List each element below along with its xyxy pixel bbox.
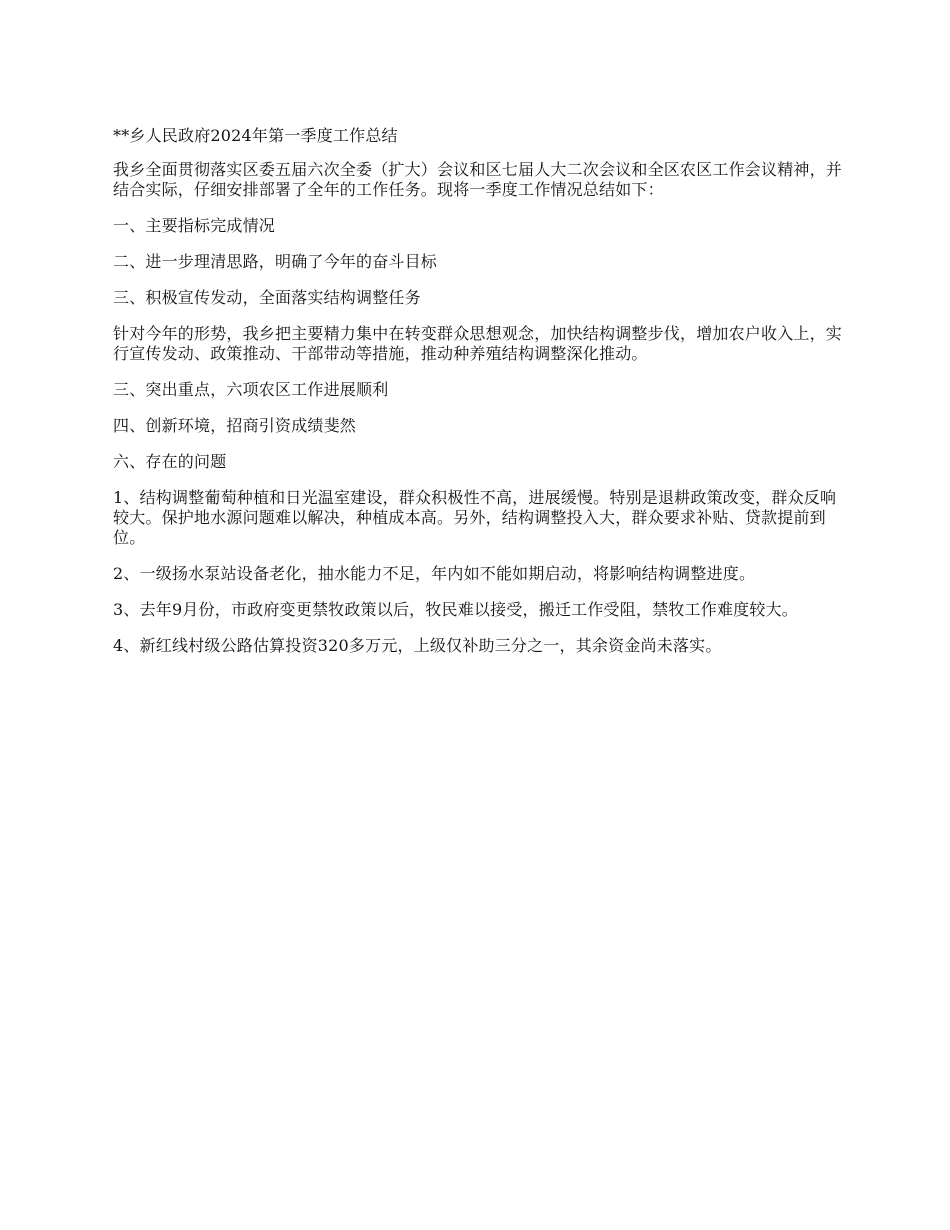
section-3-paragraph: 针对今年的形势，我乡把主要精力集中在转变群众思想观念，加快结构调整步伐，增加农户收入上，实行宣传发动、政策推动、干部带动等措施，推动种养殖结构调整深化推动。 bbox=[113, 324, 843, 363]
problem-item-1: 1、结构调整葡萄种植和日光温室建设，群众积极性不高，进展缓慢。特别是退耕政策改变，群众反响较大。保护地水源问题难以解决，种植成本高。另外，结构调整投入大，群众要求补贴、贷款提前到位。 bbox=[113, 488, 837, 547]
document-body bbox=[113, 126, 843, 672]
section-heading-5: 四、创新环境，招商引资成绩斐然 bbox=[113, 416, 357, 435]
section-heading-3: 三、积极宣传发动，全面落实结构调整任务 bbox=[113, 288, 421, 307]
problem-item-3: 3、去年9月份，市政府变更禁牧政策以后，牧民难以接受，搬迁工作受阻，禁牧工作难度较大。 bbox=[113, 600, 798, 619]
section-heading-6: 六、存在的问题 bbox=[113, 452, 227, 471]
intro-paragraph: 我乡全面贯彻落实区委五届六次全委（扩大）会议和区七届人大二次会议和全区农区工作会议精神，并结合实际，仔细安排部署了全年的工作任务。现将一季度工作情况总结如下： bbox=[113, 160, 843, 199]
problem-item-4: 4、新红线村级公路估算投资320多万元，上级仅补助三分之一，其余资金尚未落实。 bbox=[113, 636, 722, 655]
document-title: **乡人民政府2024年第一季度工作总结 bbox=[113, 126, 398, 145]
section-heading-2: 二、进一步理清思路，明确了今年的奋斗目标 bbox=[113, 252, 438, 271]
problem-item-2: 2、一级扬水泵站设备老化，抽水能力不足，年内如不能如期启动，将影响结构调整进度。 bbox=[113, 564, 756, 583]
section-heading-4: 三、突出重点，六项农区工作进展顺利 bbox=[113, 380, 389, 399]
section-heading-1: 一、主要指标完成情况 bbox=[113, 216, 276, 235]
